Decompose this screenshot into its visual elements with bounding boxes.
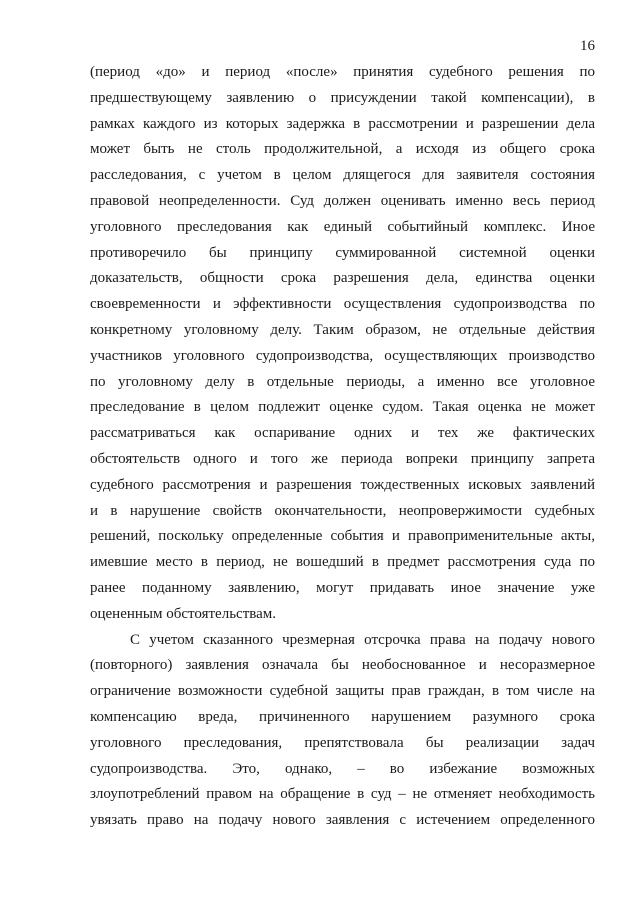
body-text [90, 60, 595, 834]
text-line: ранее поданному заявлению, могут придавать иное значение уже [90, 579, 595, 596]
text-line: правовой неопределенности. Суд должен оценивать именно весь период [90, 192, 595, 209]
text-line: имевшие место в период, не вошедший в предмет рассмотрения суда по [90, 554, 595, 571]
text-line: конкретному уголовному делу. Таким образом, не отдельные действия [90, 321, 595, 338]
text-line: решений, поскольку определенные события и правоприменительные акты, [90, 528, 595, 545]
text-line: расследования, с учетом в целом длящегося для заявителя состояния [90, 167, 595, 184]
text-line: и в нарушение свойств окончательности, неопровержимости судебных [90, 502, 595, 519]
text-line: судебного рассмотрения и разрешения тождественных исковых заявлений [90, 476, 595, 493]
text-line: судопроизводства. Это, однако, – во избежание возможных [90, 760, 595, 777]
text-line: (повторного) заявления означала бы необоснованное и несоразмерное [90, 657, 595, 674]
text-line: по уголовному делу в отдельные периоды, а именно все уголовное [90, 373, 595, 390]
text-line: преследование в целом подлежит оценке судом. Такая оценка не может [90, 399, 595, 416]
text-line: увязать право на подачу нового заявления с истечением определенного [90, 812, 595, 829]
text-line: ограничение возможности судебной защиты прав граждан, в том числе на [90, 683, 595, 700]
text-line: рассматриваться как оспаривание одних и тех же фактических [90, 425, 595, 442]
text-line: своевременности и эффективности осуществления судопроизводства по [90, 296, 595, 313]
text-line: может быть не столь продолжительной, а исходя из общего срока [90, 141, 595, 158]
page-number: 16 [580, 38, 595, 54]
paragraph-end-line: оцененным обстоятельствам. [90, 605, 277, 622]
text-line: уголовного преследования, препятствовала бы реализации задач [90, 734, 595, 751]
text-line: компенсацию вреда, причиненного нарушением разумного срока [90, 708, 595, 725]
text-line: (период «до» и период «после» принятия судебного решения по [90, 64, 595, 80]
text-line: предшествующему заявлению о присуждении такой компенсации), в [90, 89, 595, 106]
text-line: уголовного преследования как единый событийный комплекс. Иное [90, 218, 595, 235]
text-line: рамках каждого из которых задержка в рассмотрении и разрешении дела [90, 115, 595, 132]
text-line: доказательств, общности срока разрешения дела, единства оценки [90, 270, 595, 287]
text-line: злоупотреблений правом на обращение в суд – не отменяет необходимость [90, 786, 595, 803]
text-line: противоречило бы принципу суммированной системной оценки [90, 244, 595, 261]
paragraph-first-line: С учетом сказанного чрезмерная отсрочка права на подачу нового [130, 631, 595, 648]
text-line: участников уголовного судопроизводства, осуществляющих производство [90, 347, 595, 364]
text-line: обстоятельств одного и того же периода вопреки принципу запрета [90, 450, 595, 467]
